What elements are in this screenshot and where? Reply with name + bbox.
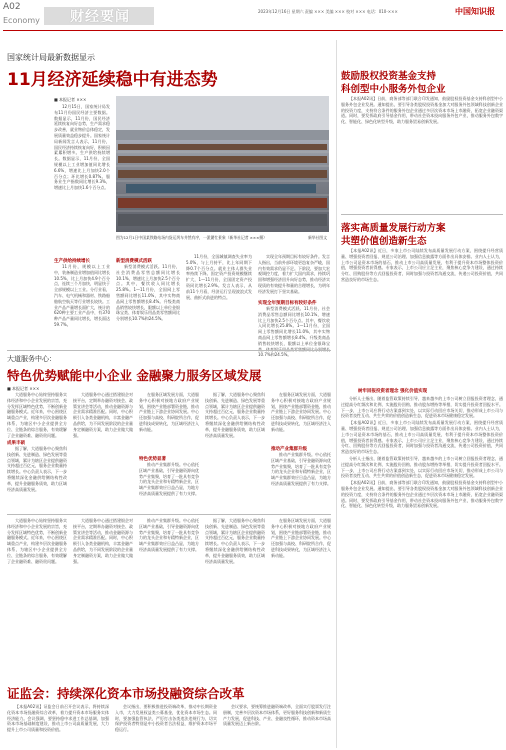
rail-yard-image bbox=[116, 96, 329, 232]
story1-col3-text: 新型消费模式活跃。11月份，社会消费品零售总额同比增长10.1%，增速比上月加快2.5个百分点。其中，餐饮收入同比增长25.8%。1—11月份，全国网上零售额同比增长11.0%，其中实物商品网上零售额增长8.4%。升级类商品销售较快增长，限额以上单位金银珠宝类、体育娱乐用品类零售额同比分别增长10.7%和24.5%。 bbox=[116, 264, 180, 322]
story2-cont-text-4: 据了解，大道服务中心聚焦科技创新、先进制造、绿色发展等重点领域，累计为辖区企业提供融资支持超过百亿元，服务企业数量持续增长。中心负责人表示，下一步将继续深化金融供给侧结构性改革，提升金融服务质效，助力区域经济高质量发展。 bbox=[205, 518, 265, 564]
story2-byline: ■ 本报记者 ××× bbox=[7, 386, 40, 391]
story1-bottom-rule bbox=[7, 350, 331, 351]
story2-subhead-3: 推动产业集群升级 bbox=[271, 447, 307, 452]
story2-col-1a bbox=[7, 392, 67, 436]
story1-col1-repeat: 新型消费模式活跃。11月份，社会消费品零售总额同比增长10.1%，增速比上月加快2.5个百分点。其中，餐饮收入同比增长25.8%。1—11月份，全国网上零售额同比增长11.0%，其中实物商品网上零售额增长8.4%。升级类商品销售较快增长，限额以上单位金银珠宝 10.7%和24.5%。 bbox=[258, 306, 330, 358]
story1-subhead-1: 生产供给持续增长 bbox=[54, 259, 90, 264]
story2-col-1b bbox=[7, 446, 67, 510]
right1-body bbox=[341, 96, 503, 212]
story1-col1-text: 12月15日，国家统计局发布11月份国民经济主要数据。数据显示，11月份，国民经济延续恢复向好态势，生产需求稳步改善，就业物价总体稳定，发展质量效益稳步提升。国家统计局新闻发言人表示，11月份，国民经济持续恢复向好，积极因素累积增多。生产供给持续增长。数据显示，11月份，全国规模以上工业增加值同比增长6.6%，增速比上月加快2.0个百分点；环比增长0.87%。服务业生产指数同比增长9.3%，增速比上月加快1.6个百分点。 bbox=[54, 104, 110, 191]
story1-col2-text: 11月份，规模以上工业中，装备制造业增加值同比增长10.5%，比上月加快4.9个百分点，连续三个月加快，明显快于全部规模以上工业。分行业看，汽车、电气机械和器材、铁路船舶航空航天等行业增长较快。工业产品产量增长面扩大，统计的620种主要工业产品中，有370种产品产量同比增长，增长面达59.7%。 bbox=[54, 264, 110, 327]
right2-body-repeat: 【本报A02讯】近日，多家上市公司陆续发布高质量发展行动方案，围绕提升经营质量、增强投资者回报、规范公司治理、加强信息披露等方面作出具体安排。业内人士认为，上市公司是资本市场的基石，推动上市公司高质量发展，有利于提升资本市场整体投资价值，增强投资者获得感。专家表示，上市公司应立足主业，聚焦核心竞争力建设，通过持续分红、回购股份等方式回报投资者，同时加强与投资者沟通交流，传递公司投资价值，共同营造良好的市场生态。 bbox=[341, 420, 503, 455]
story2-col3-repeat: 在服务区域发展方面，大道服务中心积极对接地方政府产业规划，围绕产业链部署资金链，推动产业链上下游企业协同发展。中心还加强与高校、科研院所合作，促进科技成果转化，为区域经济注入新动能。 bbox=[271, 392, 331, 432]
story2-cont-text-5: 在服务区域发展方面，大道服务中心积极对接地方政府产业规划，围绕产业链部署资金链，推动产业链上下游企业协同发展。中心还加强与高校、科研院所合作，促进科技成果转化，为区域经济注入新动能。 bbox=[271, 518, 331, 558]
masthead-logo: 中国知识报 bbox=[455, 6, 495, 16]
header-meta: 2023年12月16日 星期六 责编 ××× 美编 ××× 校对 ××× 电话：010-××× bbox=[258, 9, 398, 14]
story2-col5-text: 推动产业集群升级。中心依托区域产业基础，引导金融资源向优势产业集聚，培育了一批具有竞争力的龙头企业和专精特新企业，区域产业集群效应日益凸显，为地方经济高质量发展提供了有力支撑。 bbox=[139, 462, 199, 496]
photo-credit: 新华社图文 bbox=[308, 235, 327, 240]
page-number: A02 bbox=[3, 2, 21, 12]
caption-text: 图为12月1日中国某铁路站场内货运列车井然有序，一派繁忙景象（新华社记者 ×××摄） bbox=[116, 235, 267, 240]
story1-subhead-3: 实现全年预期目标有较好条件 bbox=[258, 301, 317, 306]
story1-headline: 11月经济延续稳中有进态势 bbox=[7, 70, 218, 90]
right2-headline-1: 落实高质量发展行动方案 bbox=[341, 223, 446, 234]
story1-col-1b bbox=[54, 264, 110, 346]
story3-col-2 bbox=[115, 704, 217, 748]
right2-subhead: 树牢回报投资者理念 强化价值实现 bbox=[358, 389, 428, 394]
story1-photo-caption bbox=[116, 234, 329, 242]
story2-col5-repeat: 推动产业集群升级。中心依托区域产业基础，引导金融资源向优势产业集聚，培育了一批具有竞争力的龙头企业和专精特新企业，区域产业集群效应日益凸显，为地方经济高质量发展提供了有力支撑。 bbox=[271, 452, 331, 486]
story2-col3-text: 大道服务中心通过搭建银企对接平台，定期举办融资对接会、政策宣讲会等活动，推动金融资源与企业需求精准匹配。同时，中心积极引入各类金融机构，丰富金融产品供给，为不同发展阶段的企业量身定制融资方案，助力企业做大做强。 bbox=[73, 392, 133, 438]
right1-body-repeat: 【本报A02讯】日前，商务部等部门联合印发通知，鼓励股权投资基金支持科创型中小服务外包企业发展。通知提出，要引导各类股权投资基金加大对服务外包领域科技创新企业的投资力度，支持符合条件的服务外包企业通过多层次资本市场上市融资，拓宽企业融资渠道。同时，要发挥政府引导基金作用，带动社会资本投向服务外包产业，推动服务外包数字化、智能化、绿色化转型升级，助力服务贸易创新发展。 bbox=[341, 480, 503, 509]
story1-col4-text: 11月份，全国城镇调查失业率为5.0%，与上月持平，比上年同期下降0.7个百分点。就业主体人群失业率持续下降。固定资产投资规模继续扩大，1—11月份，全国固定资产投资同比增长2.9%。发言人表示，从前11个月看，经济运行呈现波浪式发展、曲折式前进的特点。 bbox=[186, 254, 252, 300]
story1-col-4b bbox=[258, 306, 330, 358]
right1-headline-2: 科创型中小服务外包企业 bbox=[341, 84, 446, 95]
header-rule bbox=[3, 30, 503, 31]
story2-bottom-rule bbox=[7, 514, 331, 515]
right2-body bbox=[341, 248, 503, 384]
right1-headline-1: 鼓励股权投资基金支持 bbox=[341, 71, 437, 82]
story3-headline: 证监会：持续深化资本市场投融资综合改革 bbox=[7, 686, 245, 701]
story3-col2-text: 会议指出，要积极推进投资端改革，推动中长期资金入市，大力发展权益类公募基金，优化资本市场生态。同时，要加强监管执法，严厉打击各类违法违规行为，切实保护投资者特别是中小投资者合法权益，维护资本市场平稳运行。 bbox=[115, 704, 217, 733]
right2-body2-text: 分析人士指出，随着监管政策持续引导，越来越多的上市公司树立回报投资者理念，通过提高分红频次和比例、实施股份回购、推动股东增持等举措，切实提升投资者回报水平。下一步，上市公司应将行动方案落到实处，以实际行动回应市场关切，推动形成上市公司与投资者良性互动、共生共荣的价值创造新生态，促进资本市场健康稳定发展。 bbox=[341, 396, 503, 419]
story2-col1-repeat: 据了解，大道服务中心聚焦科技创新、先进制造、绿色发展等重点领域，累计为辖区企业提供融资支持超过百亿元，服务企业数量持续增长。中心负责人表示，下一步将继续深化金融供给侧结构性改革，提升金融服务质效，助力区域经济高质量发展。 bbox=[205, 392, 265, 438]
story1-col-3 bbox=[186, 254, 252, 346]
story2-headline: 特色优势赋能中小企业 金融聚力服务区域发展 bbox=[7, 368, 262, 383]
story2-col1-text: 大道服务中心始终坚持服务实体经济和中小企业发展的宗旨，充分发挥区域特色优势，不断创新金融服务模式。近年来，中心围绕区域重点产业，构建多层次金融服务体系，为辖区中小企业提供全方位、全链条的综合服务，有效缓解了企业融资难、融资贵问题。 bbox=[7, 392, 67, 438]
page-header bbox=[0, 0, 506, 30]
story2-continuation bbox=[7, 518, 331, 680]
story2-col-5a bbox=[271, 392, 331, 442]
story2-subhead-1: 成果丰硕 bbox=[7, 441, 25, 446]
story2-col-4 bbox=[205, 392, 265, 510]
story2-kicker: 大道服务中心： bbox=[7, 355, 56, 363]
right2-body2-repeat: 分析人士指出，随着监管政策持续引导，越来越多的上市公司树立回报投资者理念，通过提高分红频次和比例、实施股份回购、推动股东增持等举措，切实提升投资者回报水平。下一步，上市公司应将行动方案落到实处，以实际行动回应市场关切，推动形成上市公司与投资者良性互动、共生共荣的价值创造新生态，促进资本市场健康稳定发展。 bbox=[341, 455, 503, 479]
story1-col5-text: 实现全年预期目标有较好条件。发言人指出，当前外部环境更趋复杂严峻，国内有效需求仍显不足。下阶段，要加大宏观调控力度，着力扩大国内需求，持续巩固和增强经济回升向好态势，推动经济实现质的有效提升和量的合理增长，为明年经济发展打下坚实基础。 bbox=[258, 254, 330, 294]
story1-col-2 bbox=[116, 264, 180, 346]
story1-kicker: 国家统计局最新数据显示 bbox=[7, 53, 95, 62]
story3-col-3 bbox=[223, 704, 331, 748]
story1-byline: ■ 本报记者 ××× bbox=[54, 97, 87, 102]
story3-col-1 bbox=[7, 704, 109, 748]
story2-col-3a bbox=[139, 392, 199, 452]
right-rule bbox=[341, 214, 503, 215]
story1-col-1 bbox=[54, 104, 110, 254]
story2-col-5b bbox=[271, 452, 331, 510]
story2-subhead-2: 特色优势显著 bbox=[139, 457, 166, 462]
story2-col4-text: 在服务区域发展方面，大道服务中心积极对接地方政府产业规划，围绕产业链部署资金链，推动产业链上下游企业协同发展。中心还加强与高校、科研院所合作，促进科技成果转化，为区域经济注入新动能。 bbox=[139, 392, 199, 432]
section-label: Economy bbox=[3, 16, 40, 25]
story2-cont-text-3: 推动产业集群升级。中心依托区域产业基础，引导金融资源向优势产业集聚，培育了一批具有竞争力的龙头企业和专精特新企业，区域产业集群效应日益凸显，为地方经济高质量发展提供了有力支撑。 bbox=[139, 518, 199, 552]
right2-headline-2: 共塑价值创造新生态 bbox=[341, 236, 427, 247]
right2-body-2 bbox=[341, 396, 503, 748]
story2-col2-text: 据了解，大道服务中心聚焦科技创新、先进制造、绿色发展等重点领域，累计为辖区企业提供融资支持超过百亿元，服务企业数量持续增长。中心负责人表示，下一步将继续深化金融供给侧结构性改革，提升金融服务质效，助力区域经济高质量发展。 bbox=[7, 446, 67, 492]
story2-cont-text-1: 大道服务中心始终坚持服务实体经济和中小企业发展的宗旨，充分发挥区域特色优势，不断创新金融服务模式。近年来，中心围绕区域重点产业，构建多层次金融服务体系，为辖区中小企业提供全方位、全链条的综合服务，有效缓解了企业融资难、融资贵问题。 bbox=[7, 518, 67, 564]
story2-col-3b bbox=[139, 462, 199, 510]
story1-col-4a bbox=[258, 254, 330, 298]
section-title: 财经要闻 bbox=[70, 9, 130, 25]
column-divider bbox=[336, 40, 337, 748]
story3-col1-text: 【本报A02讯】证监会日前召开会议表示，将持续深化资本市场投融资综合改革，着力提升资本市场服务实体经济能力。会议强调，要坚持稳中求进工作总基调，加强资本市场基础制度建设，推动上市公司高质量发展，大力提升上市公司质量和投资价值。 bbox=[7, 704, 109, 733]
story3-col3-text: 会议要求，要统筹推进融资端改革，全面实行股票发行注册制，完善多层次资本市场体系，更好服务科技创新和新质生产力发展，促进科技、产业、金融良性循环，推动资本市场高质量发展迈上新台阶。 bbox=[223, 704, 331, 727]
story1-photo bbox=[116, 96, 329, 232]
right1-body-text: 【本报A02讯】日前，商务部等部门联合印发通知，鼓励股权投资基金支持科创型中小服务外包企业发展。通知提出，要引导各类股权投资基金加大对服务外包领域科技创新企业的投资力度，支持符合条件的服务外包企业通过多层次资本市场上市融资，拓宽企业融资渠道。同时，要发挥政府引导基金作用，带动社会资本投向服务外包产业，推动服务外包数字化、智能化、绿色化转型升级，助力服务贸易创新发展。 bbox=[341, 96, 503, 125]
right2-body-text: 【本报A02讯】近日，多家上市公司陆续发布高质量发展行动方案，围绕提升经营质量、增强投资者回报、规范公司治理、加强信息披露等方面作出具体安排。业内人士认为，上市公司是资本市场的基石，推动上市公司高质量发展，有利于提升资本市场整体投资价值，增强投资者获得感。专家表示，上市公司应立足主业，聚焦核心竞争力建设，通过持续分红、回购股份等方式回报投资者，同时加强与投资者沟通交流，传递公司投资价值，共同营造良好的市场生态。 bbox=[341, 248, 503, 282]
story1-subhead-2: 新型消费模式活跃 bbox=[116, 259, 152, 264]
story2-col-2 bbox=[73, 392, 133, 510]
story2-cont-text-2: 大道服务中心通过搭建银企对接平台，定期举办融资对接会、政策宣讲会等活动，推动金融资源与企业需求精准匹配。同时，中心积极引入各类金融机构，丰富金融产品供给，为不同发展阶段的企业量身定制融资方案，助力企业做大做强。 bbox=[73, 518, 133, 564]
